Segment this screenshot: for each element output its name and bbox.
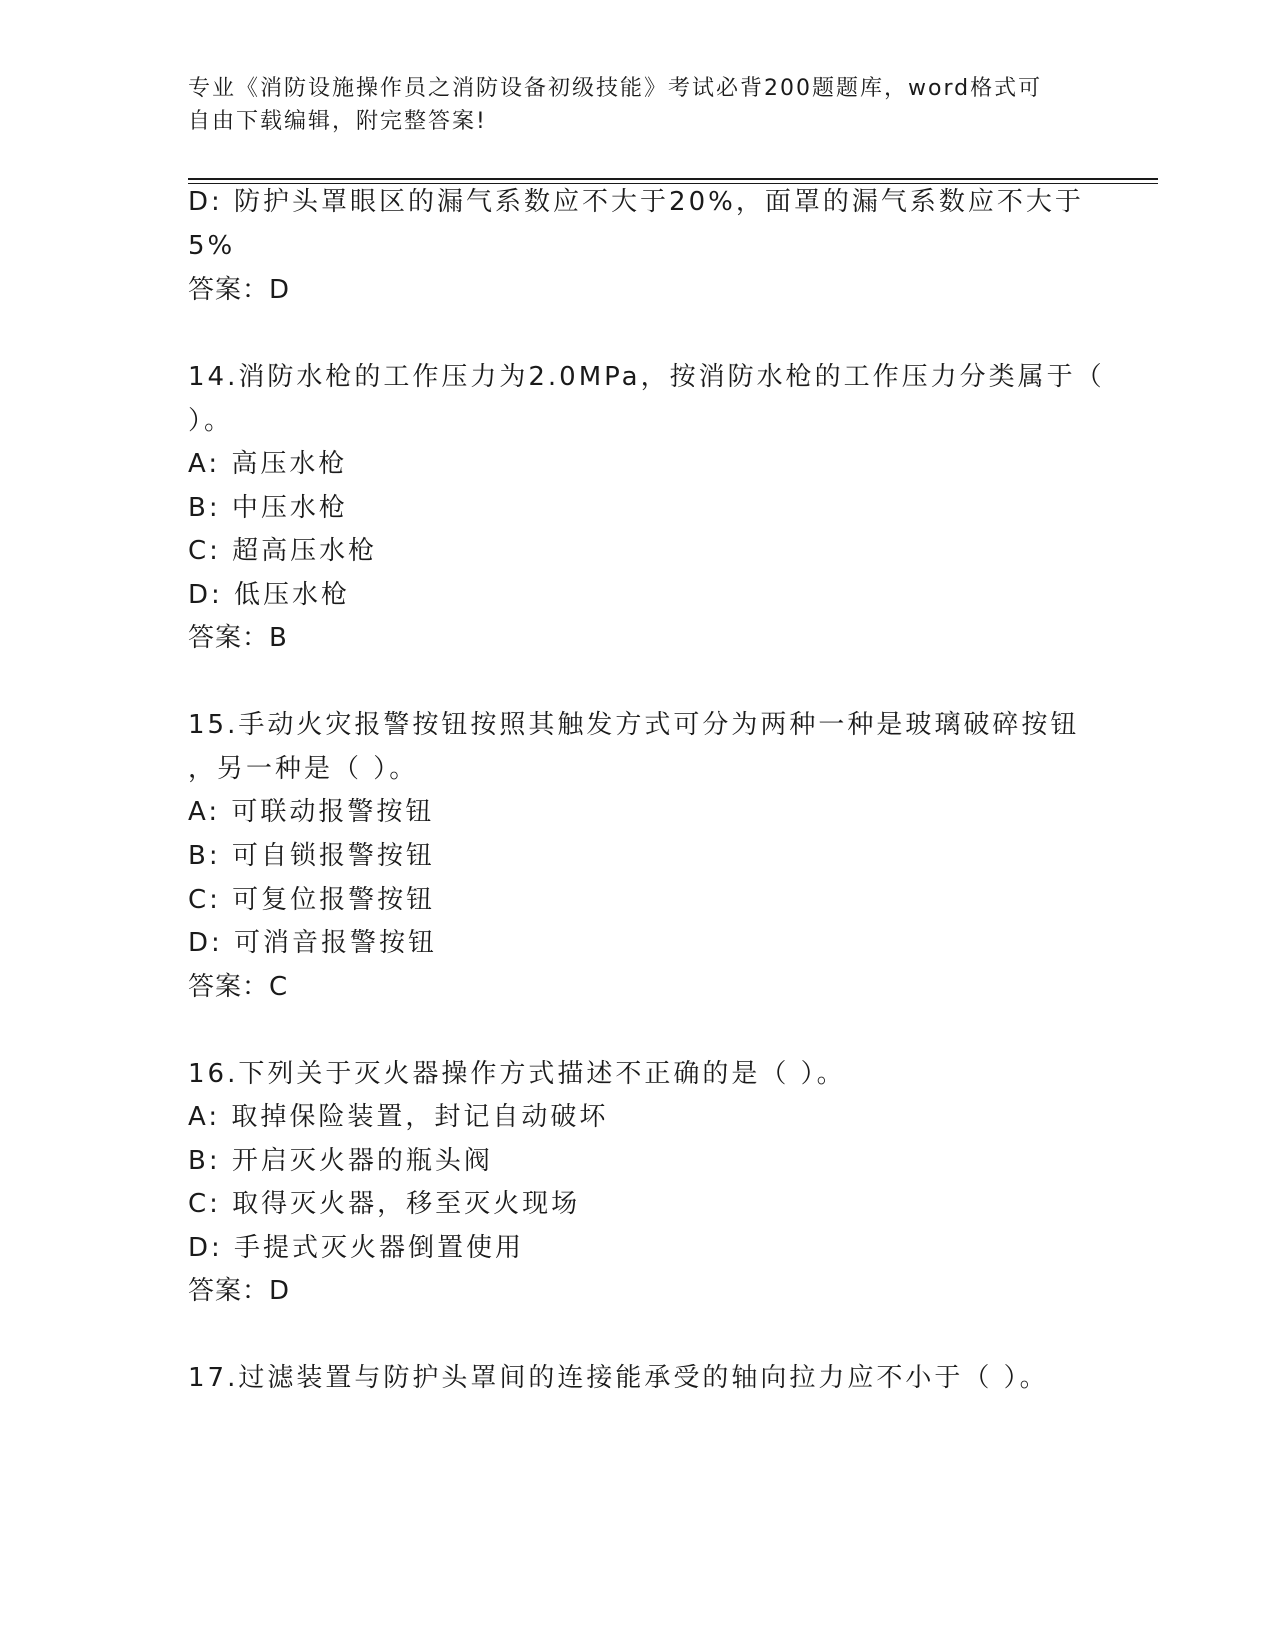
q14-option-d: D: 低压水枪 (188, 580, 351, 610)
q14-stem-line1: 14.消防水枪的工作压力为2.0MPa，按消防水枪的工作压力分类属于（ (188, 362, 1105, 392)
q15-stem-line1: 15.手动火灾报警按钮按照其触发方式可分为两种一种是玻璃破碎按钮 (188, 710, 1080, 740)
q14-option-b: B: 中压水枪 (188, 493, 348, 523)
q16-option-b: B: 开启灭火器的瓶头阀 (188, 1146, 493, 1176)
q14-option-a: A: 高压水枪 (188, 449, 348, 479)
q14-option-c: C: 超高压水枪 (188, 536, 378, 566)
q15-option-c: C: 可复位报警按钮 (188, 885, 436, 915)
header-line-1: 专业《消防设施操作员之消防设备初级技能》考试必背200题题库，word格式可 (188, 76, 1043, 101)
header-divider-thin (188, 183, 1158, 184)
q15-answer: 答案：C (188, 972, 289, 1002)
q16-option-d: D: 手提式灭火器倒置使用 (188, 1233, 525, 1263)
q14-answer: 答案：B (188, 623, 288, 653)
q16-answer: 答案：D (188, 1276, 291, 1306)
q16-stem-line1: 16.下列关于灭火器操作方式描述不正确的是（ ）。 (188, 1059, 846, 1089)
header-divider-thick (188, 178, 1158, 180)
q14-stem-line2: ）。 (188, 406, 234, 436)
header-line-2: 自由下载编辑，附完整答案! (188, 109, 487, 134)
q15-option-b: B: 可自锁报警按钮 (188, 841, 435, 871)
q16-option-c: C: 取得灭火器，移至灭火现场 (188, 1189, 581, 1219)
q17-stem-line1: 17.过滤装置与防护头罩间的连接能承受的轴向拉力应不小于（ ）。 (188, 1363, 1049, 1393)
document-header (188, 72, 1068, 138)
q15-option-d: D: 可消音报警按钮 (188, 928, 438, 958)
q13-option-d-line2: 5% (188, 231, 236, 261)
q13-answer: 答案：D (188, 275, 291, 305)
q15-stem-line2: ，另一种是（ ）。 (188, 754, 419, 784)
q13-option-d-line1: D: 防护头罩眼区的漏气系数应不大于20%，面罩的漏气系数应不大于 (188, 187, 1084, 217)
q15-option-a: A: 可联动报警按钮 (188, 797, 435, 827)
q16-option-a: A: 取掉保险装置，封记自动破坏 (188, 1102, 609, 1132)
